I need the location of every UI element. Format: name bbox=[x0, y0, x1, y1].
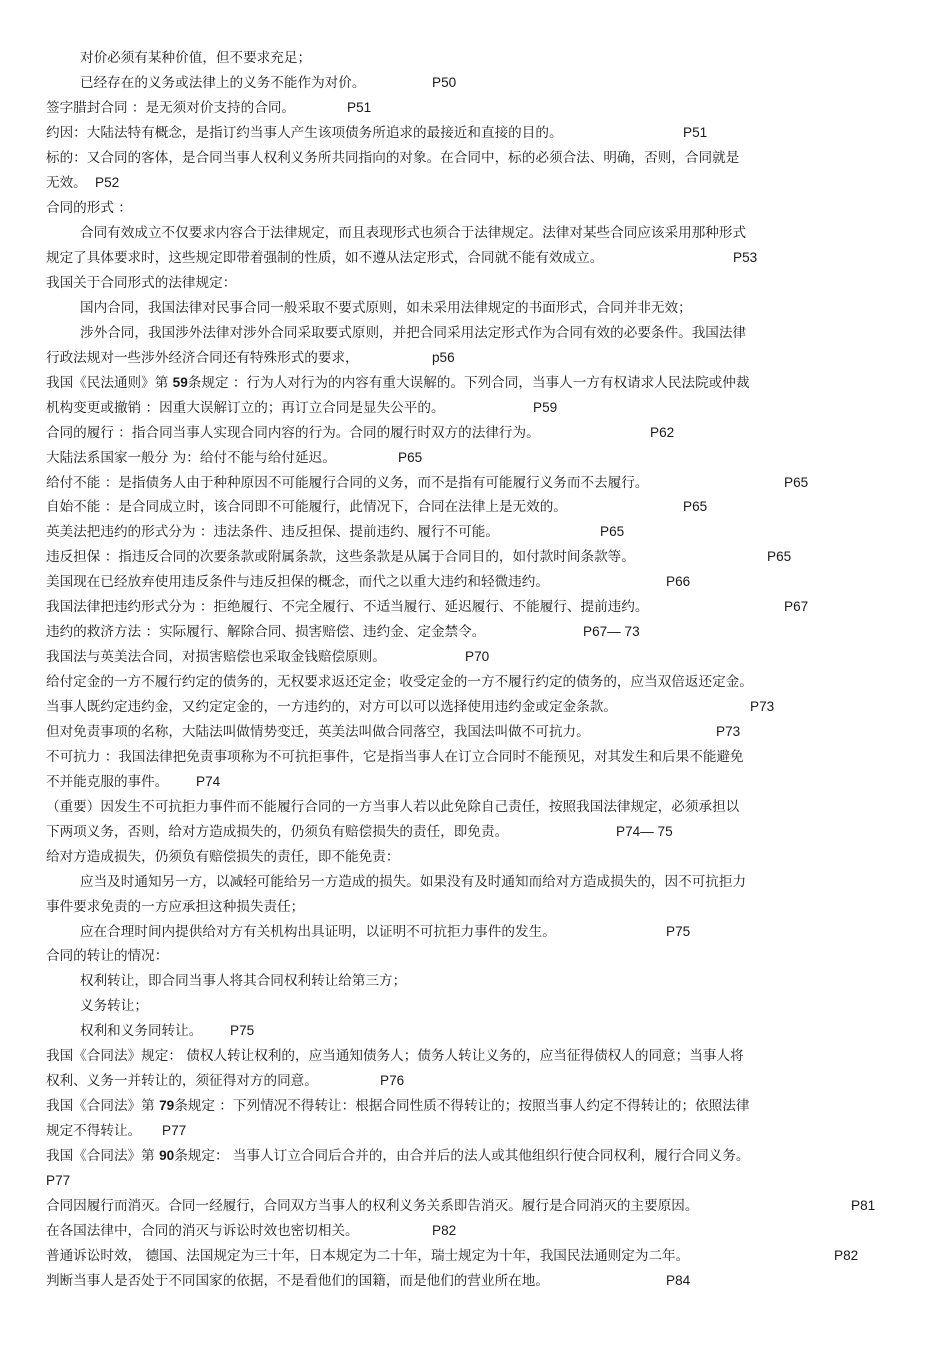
page-reference: P59 bbox=[533, 400, 558, 415]
text-line: 给对方造成损失，仍须负有赔偿损失的责任，即不能免责： bbox=[46, 849, 400, 865]
text-line: 不并能克服的事件。 bbox=[46, 774, 169, 790]
text-line: 权利转让，即合同当事人将其合同权利转让给第三方； bbox=[80, 973, 407, 989]
text-line: 规定不得转让。 bbox=[46, 1123, 142, 1139]
page-reference: P84 bbox=[666, 1273, 691, 1288]
text-line: 给付不能 ：是指债务人由于种种原因不可能履行合同的义务，而不是指有可能履行义务而不去履行。 bbox=[46, 475, 649, 491]
article-number: 79 bbox=[159, 1098, 175, 1113]
page-reference: P53 bbox=[733, 250, 758, 265]
text-line: 行政法规对一些涉外经济合同还有特殊形式的要求， bbox=[46, 350, 359, 366]
text-line: 在各国法律中，合同的消灭与诉讼时效也密切相关。 bbox=[46, 1223, 359, 1239]
text-line: 英美法把违约的形式分为 ：违法条件、违反担保、提前违约、履行不可能。 bbox=[46, 524, 499, 540]
page-reference: P82 bbox=[834, 1248, 859, 1263]
page-reference: P76 bbox=[380, 1073, 405, 1088]
text-line: 我国《民法通则》第 59条规定 ：行为人对行为的内容有重大误解的。下列合同，当事人一方有权请求人民法院或仲裁 bbox=[46, 375, 750, 391]
text-line: 普通诉讼时效， 德国、法国规定为三十年，日本规定为二十年，瑞士规定为十年，我国民法通则定为二年。 bbox=[46, 1248, 690, 1264]
page-reference: P65 bbox=[600, 524, 625, 539]
text-line: 国内合同，我国法律对民事合同一般采取不要式原则，如未采用法律规定的书面形式，合同并非无效； bbox=[80, 300, 692, 316]
page-reference: P67— 73 bbox=[583, 624, 640, 639]
page-reference: p56 bbox=[432, 350, 455, 365]
page-reference: P74— 75 bbox=[616, 824, 673, 839]
text-line: 应当及时通知另一方，以减轻可能给另一方造成的损失。如果没有及时通知而给对方造成损失的，因不可抗拒力 bbox=[80, 874, 747, 890]
text-line: 合同的形式 ： bbox=[46, 200, 132, 216]
page-reference: P51 bbox=[347, 100, 372, 115]
page-reference: P74 bbox=[196, 774, 221, 789]
text-line: 无效。 bbox=[46, 175, 87, 191]
text-line: 权利、义务一并转让的，须征得对方的同意。 bbox=[46, 1073, 318, 1089]
page-reference: P62 bbox=[650, 425, 675, 440]
text-line: 对价必须有某种价值，但不要求充足； bbox=[80, 50, 312, 66]
text-line: 但对免责事项的名称，大陆法叫做情势变迁，英美法叫做合同落空，我国法叫做不可抗力。 bbox=[46, 724, 590, 740]
text-line: 判断当事人是否处于不同国家的依据，不是看他们的国籍，而是他们的营业所在地。 bbox=[46, 1273, 549, 1289]
text-line: 合同的转让的情况： bbox=[46, 948, 169, 964]
text-line: 权利和义务同转让。 bbox=[80, 1023, 203, 1039]
text-line: 我国法与英美法合同，对损害赔偿也采取金钱赔偿原则。 bbox=[46, 649, 386, 665]
text-line: 我国《合同法》第 90条规定： 当事人订立合同后合并的，由合并后的法人或其他组织行使合同权利，履行合同义务。 bbox=[46, 1148, 750, 1164]
text-line: 合同因履行而消灭。合同一经履行，合同双方当事人的权利义务关系即告消灭。履行是合同消灭的主要原因。 bbox=[46, 1198, 699, 1214]
page-reference: P77 bbox=[46, 1173, 71, 1188]
text-line bbox=[46, 1172, 70, 1190]
text-line: 机构变更或撤销 ：因重大误解订立的；再订立合同是显失公平的。 bbox=[46, 400, 445, 416]
text-line: 涉外合同，我国涉外法律对涉外合同采取要式原则，并把合同采用法定形式作为合同有效的必要条件。我国法律 bbox=[80, 325, 747, 341]
text-line: 违反担保 ：指违反合同的次要条款或附属条款，这些条款是从属于合同目的，如付款时间条款等。 bbox=[46, 549, 635, 565]
text-line: 大陆法系国家一般分 为：给付不能与给付延迟。 bbox=[46, 450, 336, 466]
text-line: 美国现在已经放弃使用违反条件与违反担保的概念，而代之以重大违约和轻微违约。 bbox=[46, 574, 549, 590]
page-reference: P82 bbox=[432, 1223, 457, 1238]
text-line: 当事人既约定违约金，又约定定金的，一方违约的，对方可以可以选择使用违约金或定金条款。 bbox=[46, 699, 617, 715]
article-number: 59 bbox=[172, 375, 188, 390]
text-line: 我国关于合同形式的法律规定： bbox=[46, 275, 237, 291]
page-reference: P65 bbox=[683, 499, 708, 514]
text-line: 合同的履行 ：指合同当事人实现合同内容的行为。合同的履行时双方的法律行为。 bbox=[46, 425, 540, 441]
text-line: 应在合理时间内提供给对方有关机构出具证明，以证明不可抗拒力事件的发生。 bbox=[80, 924, 556, 940]
page-reference: P75 bbox=[666, 924, 691, 939]
page-reference: P81 bbox=[851, 1198, 876, 1213]
text-line: 我国法律把违约形式分为 ：拒绝履行、不完全履行、不适当履行、延迟履行、不能履行、提前违约。 bbox=[46, 599, 649, 615]
text-line: 签字腊封合同 ：是无须对价支持的合同。 bbox=[46, 100, 296, 116]
page-reference: P52 bbox=[95, 175, 120, 190]
text-line: 标的：又合同的客体，是合同当事人权利义务所共同指向的对象。在合同中，标的必须合法、明确，否则，合同就是 bbox=[46, 150, 740, 166]
text-line: 下两项义务，否则，给对方造成损失的，仍须负有赔偿损失的责任，即免责。 bbox=[46, 824, 509, 840]
page-reference: P66 bbox=[666, 574, 691, 589]
page-reference: P73 bbox=[716, 724, 741, 739]
page-reference: P73 bbox=[750, 699, 775, 714]
text-line: 规定了具体要求时，这些规定即带着强制的性质，如不遵从法定形式，合同就不能有效成立。 bbox=[46, 250, 604, 266]
text-line: 已经存在的义务或法律上的义务不能作为对价。 bbox=[80, 75, 366, 91]
text-line: 我国《合同法》规定： 债权人转让权利的，应当通知债务人；债务人转让义务的，应当征得债权人的同意；当事人将 bbox=[46, 1048, 744, 1064]
page-reference: P77 bbox=[162, 1123, 187, 1138]
page-reference: P65 bbox=[398, 450, 423, 465]
page-reference: P67 bbox=[784, 599, 809, 614]
text-line: 约因：大陆法特有概念，是指订约当事人产生该项债务所追求的最接近和直接的目的。 bbox=[46, 125, 563, 141]
page-reference: P65 bbox=[784, 475, 809, 490]
text-line: 事件要求免责的一方应承担这种损失责任； bbox=[46, 899, 305, 915]
text-line: 我国《合同法》第 79条规定 ：下列情况不得转让：根据合同性质不得转让的；按照当事人约定不得转让的；依照法律 bbox=[46, 1098, 750, 1114]
page-reference: P50 bbox=[432, 75, 457, 90]
page-reference: P51 bbox=[683, 125, 708, 140]
article-number: 90 bbox=[159, 1148, 175, 1163]
page-reference: P65 bbox=[767, 549, 792, 564]
text-line: 自始不能 ：是合同成立时，该合同即不可能履行，此情况下，合同在法律上是无效的。 bbox=[46, 499, 567, 515]
text-line: 给付定金的一方不履行约定的债务的，无权要求返还定金；收受定金的一方不履行约定的债务的，应当双倍返还定金。 bbox=[46, 674, 753, 690]
text-line: 义务转让； bbox=[80, 998, 148, 1014]
text-line: 违约的救济方法 ：实际履行、解除合同、损害赔偿、违约金、定金禁令。 bbox=[46, 624, 486, 640]
page-reference: P75 bbox=[230, 1023, 255, 1038]
text-line: （重要）因发生不可抗拒力事件而不能履行合同的一方当事人若以此免除自己责任，按照我国法律规定，必须承担以 bbox=[46, 799, 740, 815]
text-line: 合同有效成立不仅要求内容合于法律规定，而且表现形式也须合于法律规定。法律对某些合同应该采用那种形式 bbox=[80, 225, 747, 241]
text-line: 不可抗力 ：我国法律把免责事项称为不可抗拒事件，它是指当事人在订立合同时不能预见，对其发生和后果不能避免 bbox=[46, 749, 744, 765]
page-reference: P70 bbox=[465, 649, 490, 664]
